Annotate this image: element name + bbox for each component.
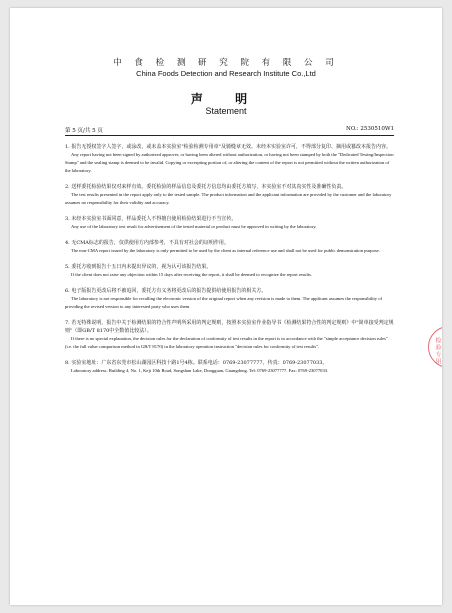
- statement-text-cn: 8. 实验室地址：广东省东莞市松山湖园区科技十路1号4栋。联系电话：0769-23077777，传真：0769-23077033。: [65, 360, 328, 366]
- statement-text-en: The laboratory is not responsible for recalling the electronic version of the original report when any revision is made to them. The applicant assumes the responsibility of providing the revised version to any interested party who uses them.: [65, 296, 383, 309]
- page-title-en: Statement: [205, 106, 247, 116]
- statement-item: [65, 263, 394, 279]
- statement-item: [65, 183, 394, 207]
- company-name-cn: 中 食 检 测 研 究 院 有 限 公 司: [113, 58, 339, 68]
- statement-list: [65, 143, 394, 383]
- statement-text-en: Any use of the laboratory test result for advertisement of the tested material or product must be approved in writing by the laboratory.: [71, 224, 317, 229]
- statement-text-cn: 4. 无CMA标志的报告，仅供使用方内部参考，不具有对社会的证明作用。: [65, 240, 229, 246]
- statement-text-en: The test results presented in the report apply only to the tested sample. The product information and the applicant information are provided by the customer and the laboratory assumes no responsibility for their validity and accuracy.: [65, 192, 392, 205]
- statement-item: [65, 215, 394, 231]
- statement-item: [65, 239, 394, 255]
- statement-text-cn: 7. 若无特殊说明，报告中关于检测结果的符合性声明所采用的判定规则，按照本实验室作业指导书《检测结果符合性的判定规则》中"简单接受判定规则"（即GB/T 8170中全数值比较法）。: [65, 320, 394, 334]
- statement-text-cn: 5. 委托方收到报告十五日内未提出异议的，视为认可该报告结果。: [65, 264, 212, 270]
- statement-text-cn: 3. 未经本实验室书面同意，样品委托人不得擅自使用检验结果进行不当宣传。: [65, 216, 237, 222]
- statement-text-en: Laboratory address: Building 4, No. 1, Keji 10th Road, Songshan Lake, Dongguan, Guangdong. Tel: 0769-23077777. Fax: 0769-23077033.: [71, 368, 329, 373]
- header-divider: [65, 135, 394, 136]
- seal-stamp: [428, 326, 442, 368]
- statement-item: [65, 287, 394, 311]
- page-number: 第 5 页/共 5 页: [65, 128, 103, 134]
- statement-item: [65, 319, 394, 351]
- seal-stamp-text: 检验专用: [434, 337, 441, 365]
- report-number: NO.: 2530510W1: [346, 126, 394, 132]
- page-title-cn: 声 明: [190, 92, 262, 106]
- company-name-en: China Foods Detection and Research Institute Co.,Ltd: [136, 69, 316, 78]
- statement-text-cn: 6. 电子版报告更改后将不被追回，委托方有义务将更改后的报告提供给使用报告的相关方。: [65, 288, 267, 294]
- statement-text-cn: 2. 送样委托检验结果仅对来样有效。委托检验的样品信息及委托方信息均由委托方填写，本实验室不对其真实性及准确性负责。: [65, 184, 347, 190]
- statement-text-en: Any report having not been signed by authorized approver, or having been altered without authorization, or having not been stamped by both the "Dedicated Testing/Inspection Stamp" and the sealing stamp is deemed to be invalid. Copying or excerpting portion of, or altering the content of the report is not permitted without the written authorization of the laboratory.: [65, 152, 394, 173]
- statement-text-en: If there is no special explanation, the decision rules for the declaration of conformity of test results in the report is in accordance with the "simple acceptance decision rules" (i.e. the full value comparison method in GB/T 8170) in the laboratory operation instruction "decision rules for conformity of test results".: [65, 336, 388, 349]
- statement-text-cn: 1. 报告无授权签字人签字，或涂改，或未盖本实验室"检验检测专用章"及骑缝章无效。未经本实验室许可，不得部分复印、摘用或篡改本报告内容。: [65, 144, 391, 150]
- statement-text-en: If the client does not raise any objection within 15 days after receiving the report, it shall be deemed to recognize the report results.: [71, 272, 312, 277]
- statement-text-en: The non-CMA report issued by the laboratory is only permitted to be used by the client as internal reference use and shall not be used for public demonstration purpose.: [71, 248, 380, 253]
- statement-item: [65, 143, 394, 175]
- statement-item: [65, 359, 394, 375]
- document-page: [10, 8, 442, 605]
